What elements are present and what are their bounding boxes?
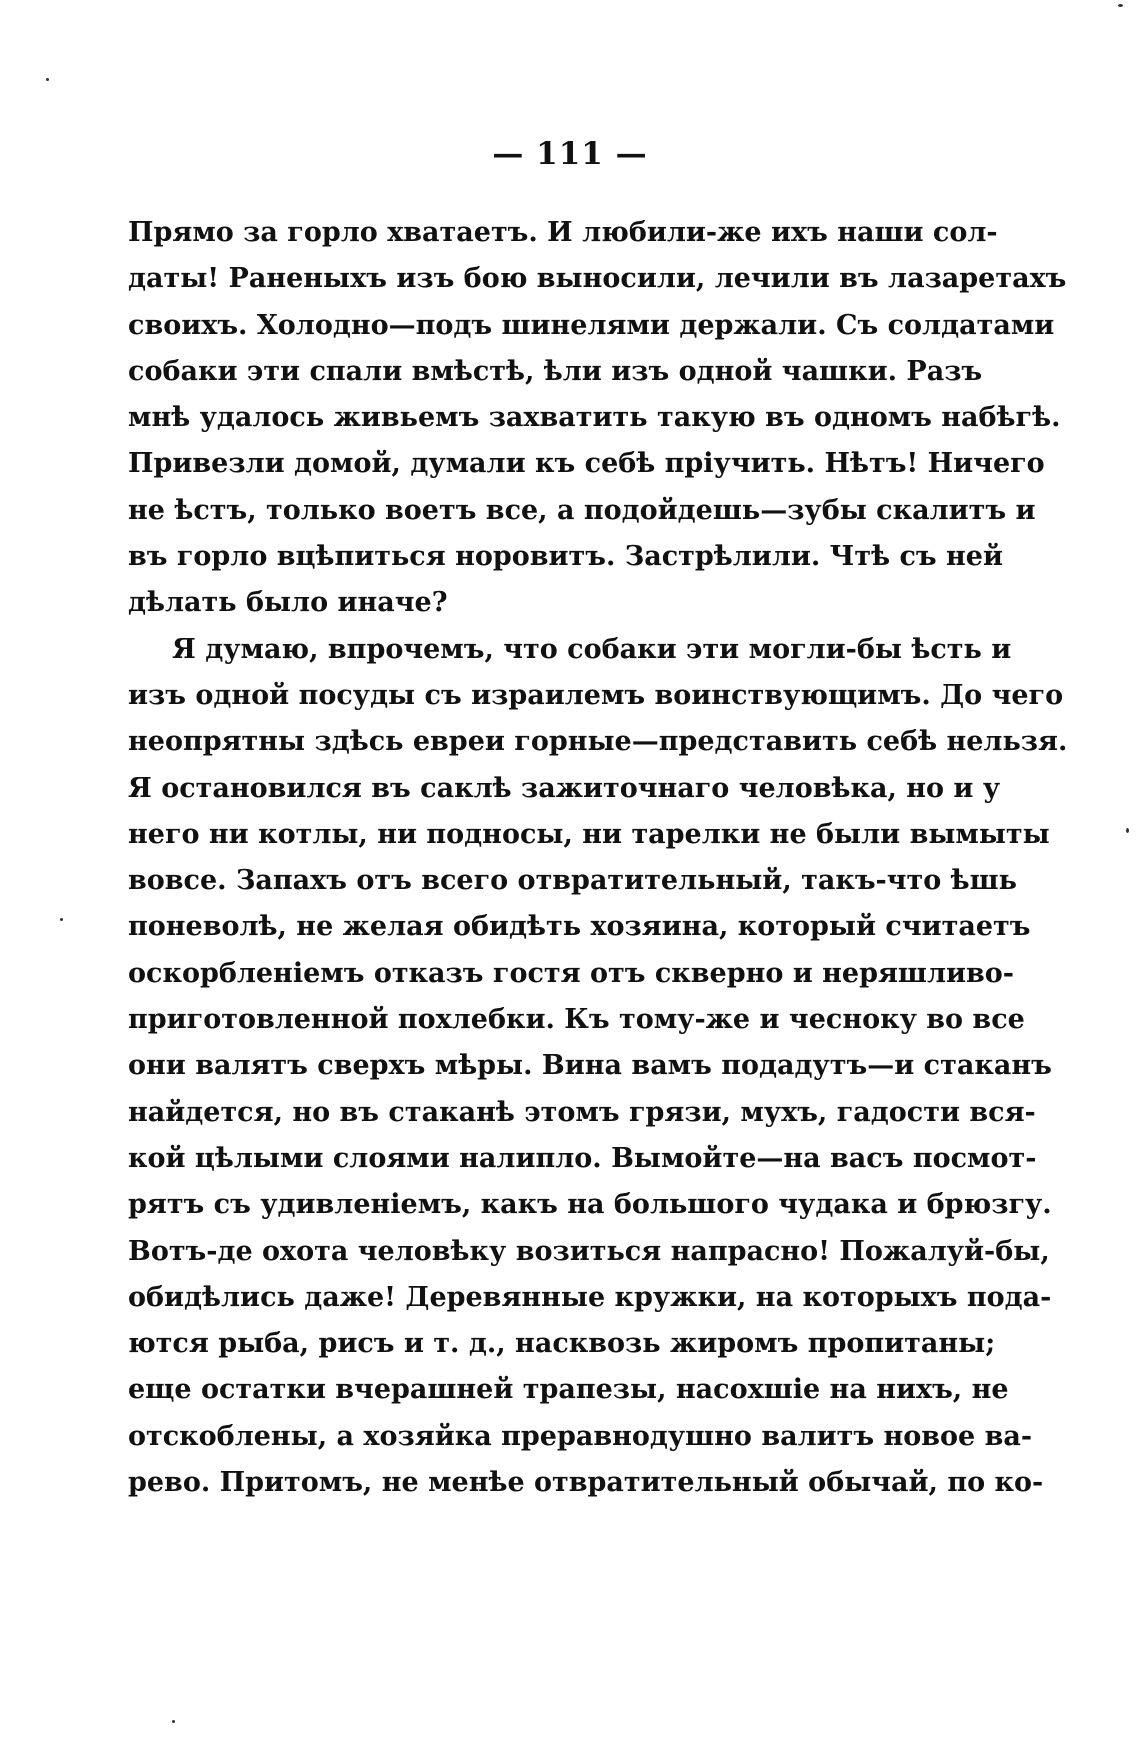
text-line: даты! Раненыхъ изъ бою выносили, лечили въ лазаретахъ [128,263,1067,295]
text-line: вовсе. Запахъ отъ всего отвратительный, такъ-что ѣшь [128,865,1017,897]
text-line: неопрятны здѣсь евреи горные—представить себѣ нельзя. [128,726,1068,758]
scan-speck [1118,4,1123,7]
text-line: отскоблены, а хозяйка преравнодушно валитъ новое ва- [128,1420,1033,1452]
text-line: Привезли домой, думали къ себѣ пріучить. Нѣтъ! Ничего [128,448,1045,480]
text-line: Вотъ-де охота человѣку возиться напрасно! Пожалуй-бы, [128,1235,1050,1267]
scan-speck [172,1720,175,1723]
text-line: мнѣ удалось живьемъ захватить такую въ одномъ набѣгѣ. [128,402,1061,434]
body-text [128,210,1068,1506]
text-line: приготовленной похлебки. Къ тому-же и чесноку во все [128,1004,1025,1036]
text-line: Я остановился въ саклѣ зажиточнаго человѣка, но и у [128,772,1001,804]
text-line: рево. Притомъ, не менѣе отвратительный обычай, по ко- [128,1467,1044,1499]
scan-speck [46,78,49,81]
page-number: — 111 — [492,136,648,172]
text-line: ются рыба, рисъ и т. д., насквозь жиромъ пропитаны; [128,1328,996,1360]
text-line: своихъ. Холодно—подъ шинелями держали. Съ солдатами [128,309,1055,341]
text-line: Я думаю, впрочемъ, что собаки эти могли-бы ѣсть и [172,633,1012,665]
text-line: Прямо за горло хватаетъ. И любили-же ихъ наши сол- [128,217,998,248]
scan-speck [60,918,63,921]
scan-speck [1126,828,1129,833]
text-line: собаки эти спали вмѣстѣ, ѣли изъ одной чашки. Разъ [128,355,983,387]
text-line: него ни котлы, ни подносы, ни тарелки не были вымыты [128,818,1050,850]
text-line: еще остатки вчерашней трапезы, насохшіе на нихъ, не [128,1374,1009,1406]
text-line: кой цѣлыми слоями налипло. Вымойте—на васъ посмот- [128,1142,1037,1174]
text-line: дѣлать было иначе? [128,587,448,619]
text-line: въ горло вцѣпиться норовитъ. Застрѣлили. Чтѣ съ ней [128,541,1003,573]
text-line: оскорбленіемъ отказъ гостя отъ скверно и неряшливо- [128,957,1014,989]
text-line: не ѣстъ, только воетъ все, а подойдешь—зубы скалитъ и [128,494,1036,526]
text-line: изъ одной посуды съ израилемъ воинствующимъ. До чего [128,679,1064,711]
text-line: найдется, но въ стаканѣ этомъ грязи, мухъ, гадости вся- [128,1096,1036,1128]
text-line: обидѣлись даже! Деревянные кружки, на которыхъ пода- [128,1281,1052,1313]
text-line: они валятъ сверхъ мѣры. Вина вамъ подадутъ—и стаканъ [128,1050,1052,1082]
text-line: поневолѣ, не желая обидѣть хозяина, который считаетъ [128,911,1031,943]
text-line: рятъ съ удивленіемъ, какъ на большого чудака и брюзгу. [128,1189,1052,1221]
